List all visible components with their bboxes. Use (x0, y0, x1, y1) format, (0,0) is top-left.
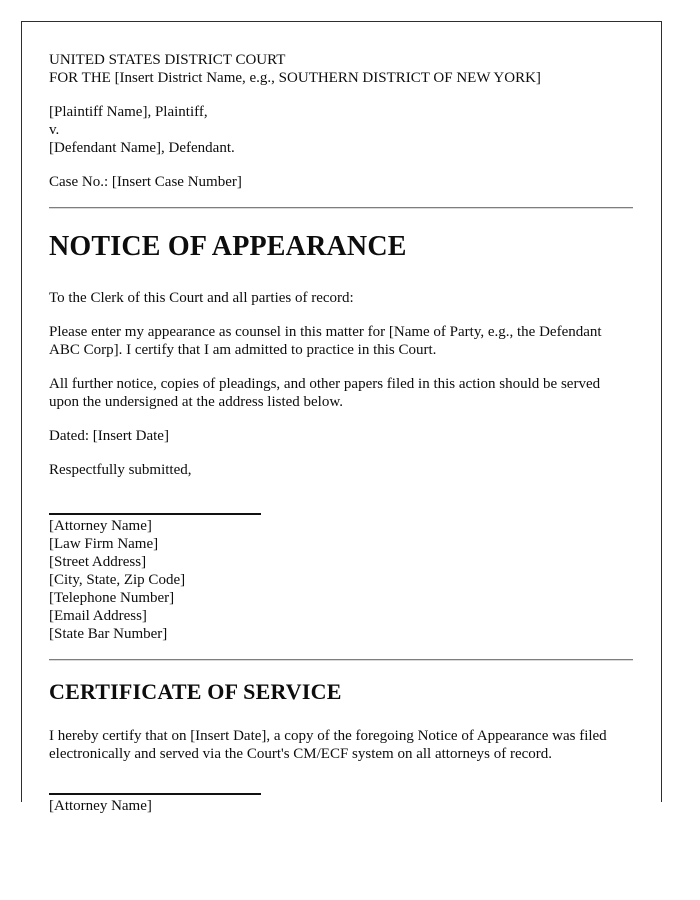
versus-line: v. (49, 122, 60, 138)
court-header (49, 51, 633, 87)
signature-city-state-zip: [City, State, Zip Code] (49, 572, 186, 588)
case-caption (49, 103, 633, 191)
signature-line (49, 513, 261, 515)
defendant-line: [Defendant Name], Defendant. (49, 140, 235, 156)
section-divider-top (49, 207, 633, 209)
signature-law-firm: [Law Firm Name] (49, 536, 159, 552)
closing-line: Respectfully submitted, (49, 462, 192, 478)
plaintiff-line: [Plaintiff Name], Plaintiff, (49, 104, 208, 120)
certificate-title: CERTIFICATE OF SERVICE (49, 679, 342, 704)
district-name-line: FOR THE [Insert District Name, e.g., SOUTHERN DISTRICT OF NEW YORK] (49, 70, 541, 86)
signature-telephone: [Telephone Number] (49, 590, 175, 606)
certificate-signature-block (49, 797, 633, 815)
section-divider-certificate (49, 659, 633, 661)
certificate-attorney-name: [Attorney Name] (49, 798, 152, 814)
notice-salutation: To the Clerk of this Court and all parties of record: (49, 290, 354, 306)
notice-paragraph-2: All further notice, copies of pleadings, and other papers filed in this action should be served upon the undersigned at the address listed below. (49, 376, 601, 410)
document-page (21, 21, 662, 814)
signature-street-address: [Street Address] (49, 554, 147, 570)
court-header-lines (49, 51, 633, 87)
signature-attorney-name: [Attorney Name] (49, 518, 152, 534)
signature-state-bar: [State Bar Number] (49, 626, 168, 642)
dated-line: Dated: [Insert Date] (49, 428, 169, 444)
party-block (49, 103, 633, 157)
signature-email: [Email Address] (49, 608, 147, 624)
certificate-signature-line (49, 793, 261, 795)
signature-block (49, 517, 633, 643)
certificate-paragraph: I hereby certify that on [Insert Date], a copy of the foregoing Notice of Appearance was filed electronically and served via the Court's CM/ECF system on all attorneys of record. (49, 728, 607, 762)
court-name-line: UNITED STATES DISTRICT COURT (49, 52, 286, 68)
notice-title: NOTICE OF APPEARANCE (49, 231, 407, 262)
notice-paragraph-1: Please enter my appearance as counsel in this matter for [Name of Party, e.g., the Defendant ABC Corp]. I certify that I am admitted to practice in this Court. (49, 324, 602, 358)
case-number-line: Case No.: [Insert Case Number] (49, 174, 242, 190)
